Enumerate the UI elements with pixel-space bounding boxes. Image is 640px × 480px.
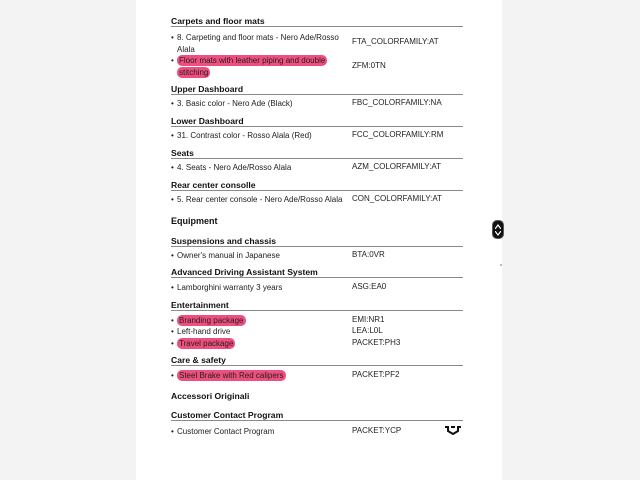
section-divider	[171, 26, 463, 27]
section-title-customer-contact: Customer Contact Program	[171, 410, 284, 420]
list-item: • Left-hand drive	[171, 327, 231, 336]
section-title-adas: Advanced Driving Assistant System	[171, 267, 318, 277]
option-code: ZFM:0TN	[352, 61, 386, 70]
list-item-highlighted: • Steel Brake with Red calipers	[171, 371, 284, 380]
chevron-up-icon	[495, 224, 501, 229]
option-code: PACKET:YCP	[352, 426, 402, 435]
list-item-highlighted: • Travel package	[171, 339, 234, 348]
list-item: • Lamborghini warranty 3 years	[171, 283, 283, 292]
section-title-rear-console: Rear center consolle	[171, 180, 256, 190]
section-divider	[171, 94, 463, 95]
section-divider	[171, 365, 463, 366]
section-title-care-safety: Care & safety	[171, 355, 226, 365]
scroll-updown-icon[interactable]	[492, 220, 504, 239]
list-item: • 8. Carpeting and floor mats - Nero Ade/Rosso Alala	[171, 33, 339, 54]
list-item: • 5. Rear center console - Nero Ade/Rosso Alala	[171, 195, 343, 204]
section-divider	[171, 246, 463, 247]
section-divider	[171, 310, 463, 311]
list-item: • 31. Contrast color - Rosso Alala (Red)	[171, 131, 312, 140]
option-code: PACKET:PF2	[352, 370, 400, 379]
section-title-equipment: Equipment	[171, 216, 218, 226]
option-code: FTA_COLORFAMILY:AT	[352, 37, 439, 46]
chevron-down-icon	[495, 231, 501, 236]
option-code: LEA:L0L	[352, 326, 383, 335]
section-divider	[171, 420, 463, 421]
option-code: FBC_COLORFAMILY:NA	[352, 98, 442, 107]
option-code: ASG:EA0	[352, 282, 387, 291]
list-item: • Owner's manual in Japanese	[171, 251, 280, 260]
lamborghini-logo-icon	[444, 425, 462, 435]
option-code: PACKET:PH3	[352, 338, 401, 347]
bullet: •	[171, 56, 174, 65]
section-divider	[171, 277, 463, 278]
section-divider	[171, 126, 463, 127]
option-code: AZM_COLORFAMILY:AT	[352, 162, 442, 171]
list-item-highlighted: • Floor mats with leather piping and double stitching	[171, 56, 326, 77]
section-divider	[171, 190, 463, 191]
list-item: • 3. Basic color - Nero Ade (Black)	[171, 99, 293, 108]
section-title-accessori: Accessori Originali	[171, 391, 250, 401]
bullet: •	[171, 33, 174, 42]
section-divider	[171, 158, 463, 159]
list-item-highlighted: • Branding package	[171, 316, 244, 325]
section-title-lower-dashboard: Lower Dashboard	[171, 116, 244, 126]
section-title-carpets: Carpets and floor mats	[171, 16, 265, 26]
list-item: • Customer Contact Program	[171, 427, 275, 436]
section-title-seats: Seats	[171, 148, 194, 158]
option-code: EMI:NR1	[352, 315, 385, 324]
section-title-upper-dashboard: Upper Dashboard	[171, 84, 244, 94]
section-title-entertainment: Entertainment	[171, 300, 229, 310]
option-code: CON_COLORFAMILY:AT	[352, 194, 442, 203]
page-edge-mark	[500, 264, 502, 266]
option-code: BTA:0VR	[352, 250, 385, 259]
section-title-suspensions: Suspensions and chassis	[171, 236, 277, 246]
option-code: FCC_COLORFAMILY:RM	[352, 130, 444, 139]
list-item: • 4. Seats - Nero Ade/Rosso Alala	[171, 163, 292, 172]
